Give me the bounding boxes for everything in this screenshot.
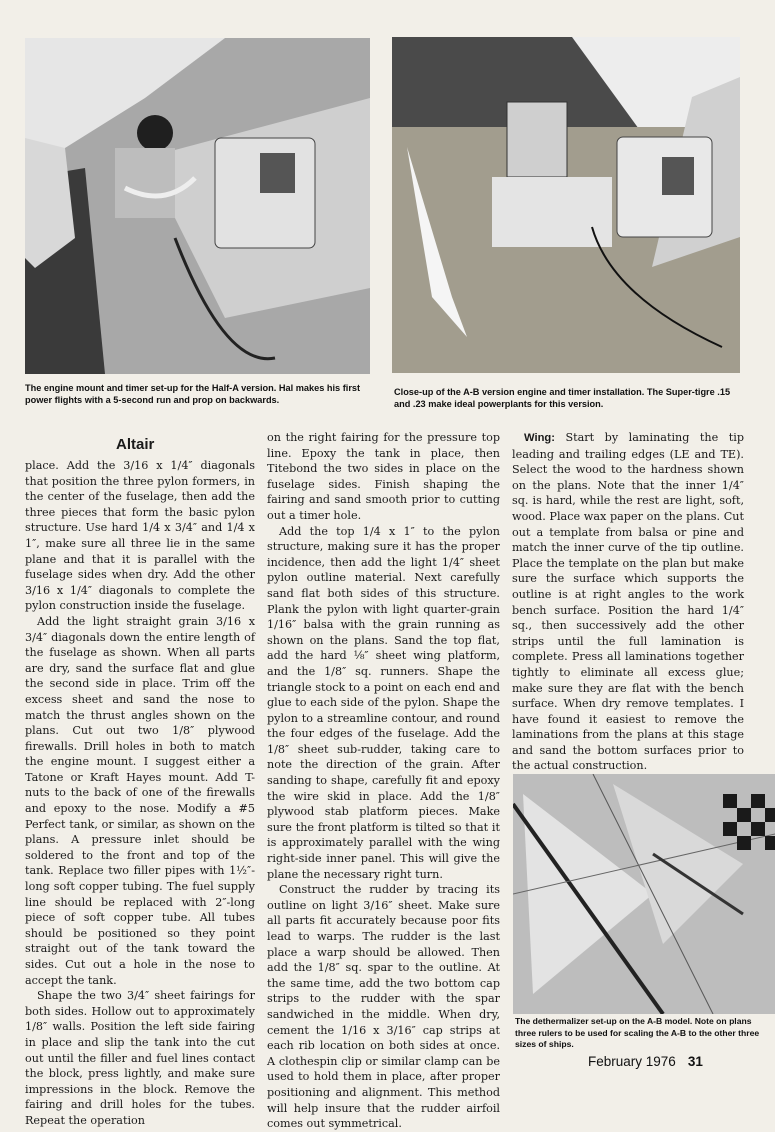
article-column-2	[267, 430, 500, 1132]
caption-a-b-photo: Close-up of the A-B version engine and timer installation. The Super-tigre .15 and .23 make ideal powerplants for this version.	[394, 387, 731, 409]
col1-paragraph: Add the light straight grain 3/16 x 3/4″ diagonals down the entire length of the fuselage as shown. When all parts are dry, sand the surface flat and glue the second side in place. Trim off the excess sheet and sand the nose to match the thrust angles shown on the plans. Cut out two 1/8″ plywood firewalls. Drill holes in both to match the engine mount. I suggest either a Tatone or Kraft Hayes mount. Add T-nuts to the back of one of the firewalls and epoxy to the nose. Modify a #5 Perfect tank, or similar, as shown on the plans. A pressure inlet should be soldered to the front and top of the tank. Replace two filler pipes with 1½″-long soft copper tubing. The fuel supply line should be replaced with 2″-long piece of soft copper tube. All tubes should be positioned so they point straight out of the tank toward the sides. Cut out a hole in the nose to accept the tank.	[25, 614, 255, 987]
photo-dethermalizer	[513, 774, 775, 1014]
article-column-3	[512, 430, 744, 790]
caption-dethermalizer-photo: The dethermalizer set-up on the A-B model. Note on plans three rulers to be used for scaling the A-B to the other three sizes of ships.	[515, 1016, 760, 1049]
page-footer	[588, 1054, 703, 1069]
wing-subheading: Wing:	[524, 432, 555, 444]
photo-half-a-engine-mount	[25, 38, 370, 374]
photo-a-b-engine-timer	[392, 37, 740, 373]
col2-paragraph: Construct the rudder by tracing its outline on light 3/16″ sheet. Make sure all parts fit accurately because poor fits lead to warps. The rudder is the last place a warp should be allowed. Then add the 1/8″ sq. spar to the outline. At the same time, add the two bottom cap strips to the rudder with the spar sandwiched in the middle. When dry, cement the 1/16 x 3/16″ cap strips at each rib location on both sides at once. A clothespin clip or similar clamp can be used to hold them in place, after proper positioning and alignment. This method will help insure that the rudder airfoil comes out symmetrical.	[267, 883, 500, 1131]
col1-paragraph: place. Add the 3/16 x 1/4″ diagonals that position the three pylon formers, in the center of the fuselage, then add the three pieces that form the basic pylon structure. Use hard 1/4 x 3/4″ and 1/4 x 1″, make sure all three lie in the same plane and that it is parallel with the fuselage sides when dry. Add the other 3/16 x 1/4″ diagonals to complete the pylon construction inside the fuselage.	[25, 459, 255, 613]
article-heading: Altair	[116, 436, 155, 453]
col1-paragraph: Shape the two 3/4″ sheet fairings for both sides. Hollow out to approximately 1/8″ walls. Position the left side fairing in place and slip the tank into the cut out until the filler and fuel lines contact the block, press lightly, and make sure impressions in the block. Remove the fairing and drill holes for the tubes. Repeat the operation	[25, 989, 255, 1127]
caption-half-a-photo: The engine mount and timer set-up for the Half-A version. Hal makes his first power flights with a 5-second run and prop on backwards.	[25, 383, 361, 405]
col2-paragraph: Add the top 1/4 x 1″ to the pylon structure, making sure it has the proper incidence, then add the light 1/4″ sheet pylon outline material. Next carefully sand flat both sides of this structure. Plank the pylon with light quarter-grain 1/16″ balsa with the grain running as shown on the plans. Sand the top flat, add the hard ⅛″ sheet wing platform, and the 1/8″ sq. runners. Shape the triangle stock to a point on each end and glue to each side of the pylon. Shape the pylon to a streamline contour, and round the four edges of the fuselage. Add the 1/8″ sheet sub-rudder, taking care to note the direction of the grain. After sanding to shape, carefully fit and epoxy the wire skid in place. Add the 1/8″ plywood stab platform pieces. Make sure the front platform is tilted so that it is approximately parallel with the wing right-side inner panel. This will give the plane the necessary right turn.	[267, 524, 500, 881]
col2-paragraph: on the right fairing for the pressure top line. Epoxy the tank in place, then Titebond the two sides in place on the fuselage sides. Finish shaping the fairing and sand smooth prior to cutting out a timer hole.	[267, 431, 500, 522]
page-number: 31	[687, 1054, 703, 1069]
col3-paragraph: Start by laminating the tip leading and trailing edges (LE and TE). Select the wood to the hardness shown on the plans. Note that the inner 1/4″ sq. is hard, while the rest are light, soft, wood. Place wax paper on the plans. Cut out a template from balsa or pine and match the inner curve of the tip outline. Place the template on the plan but make sure the surface which supports the outline is at right angles to the work bench surface. Position the hard 1/4″ sq., then successively add the other strips until the full lamination is complete. Press all laminations together tightly to eliminate all excess glue; make sure they are flat with the bench surface. When dry remove templates. I have found it easiest to remove the laminations from the plans at this stage and sand the bottom surfaces prior to the actual construction.	[512, 431, 744, 773]
issue-date: February 1976	[588, 1054, 676, 1069]
article-column-1	[25, 458, 255, 1129]
